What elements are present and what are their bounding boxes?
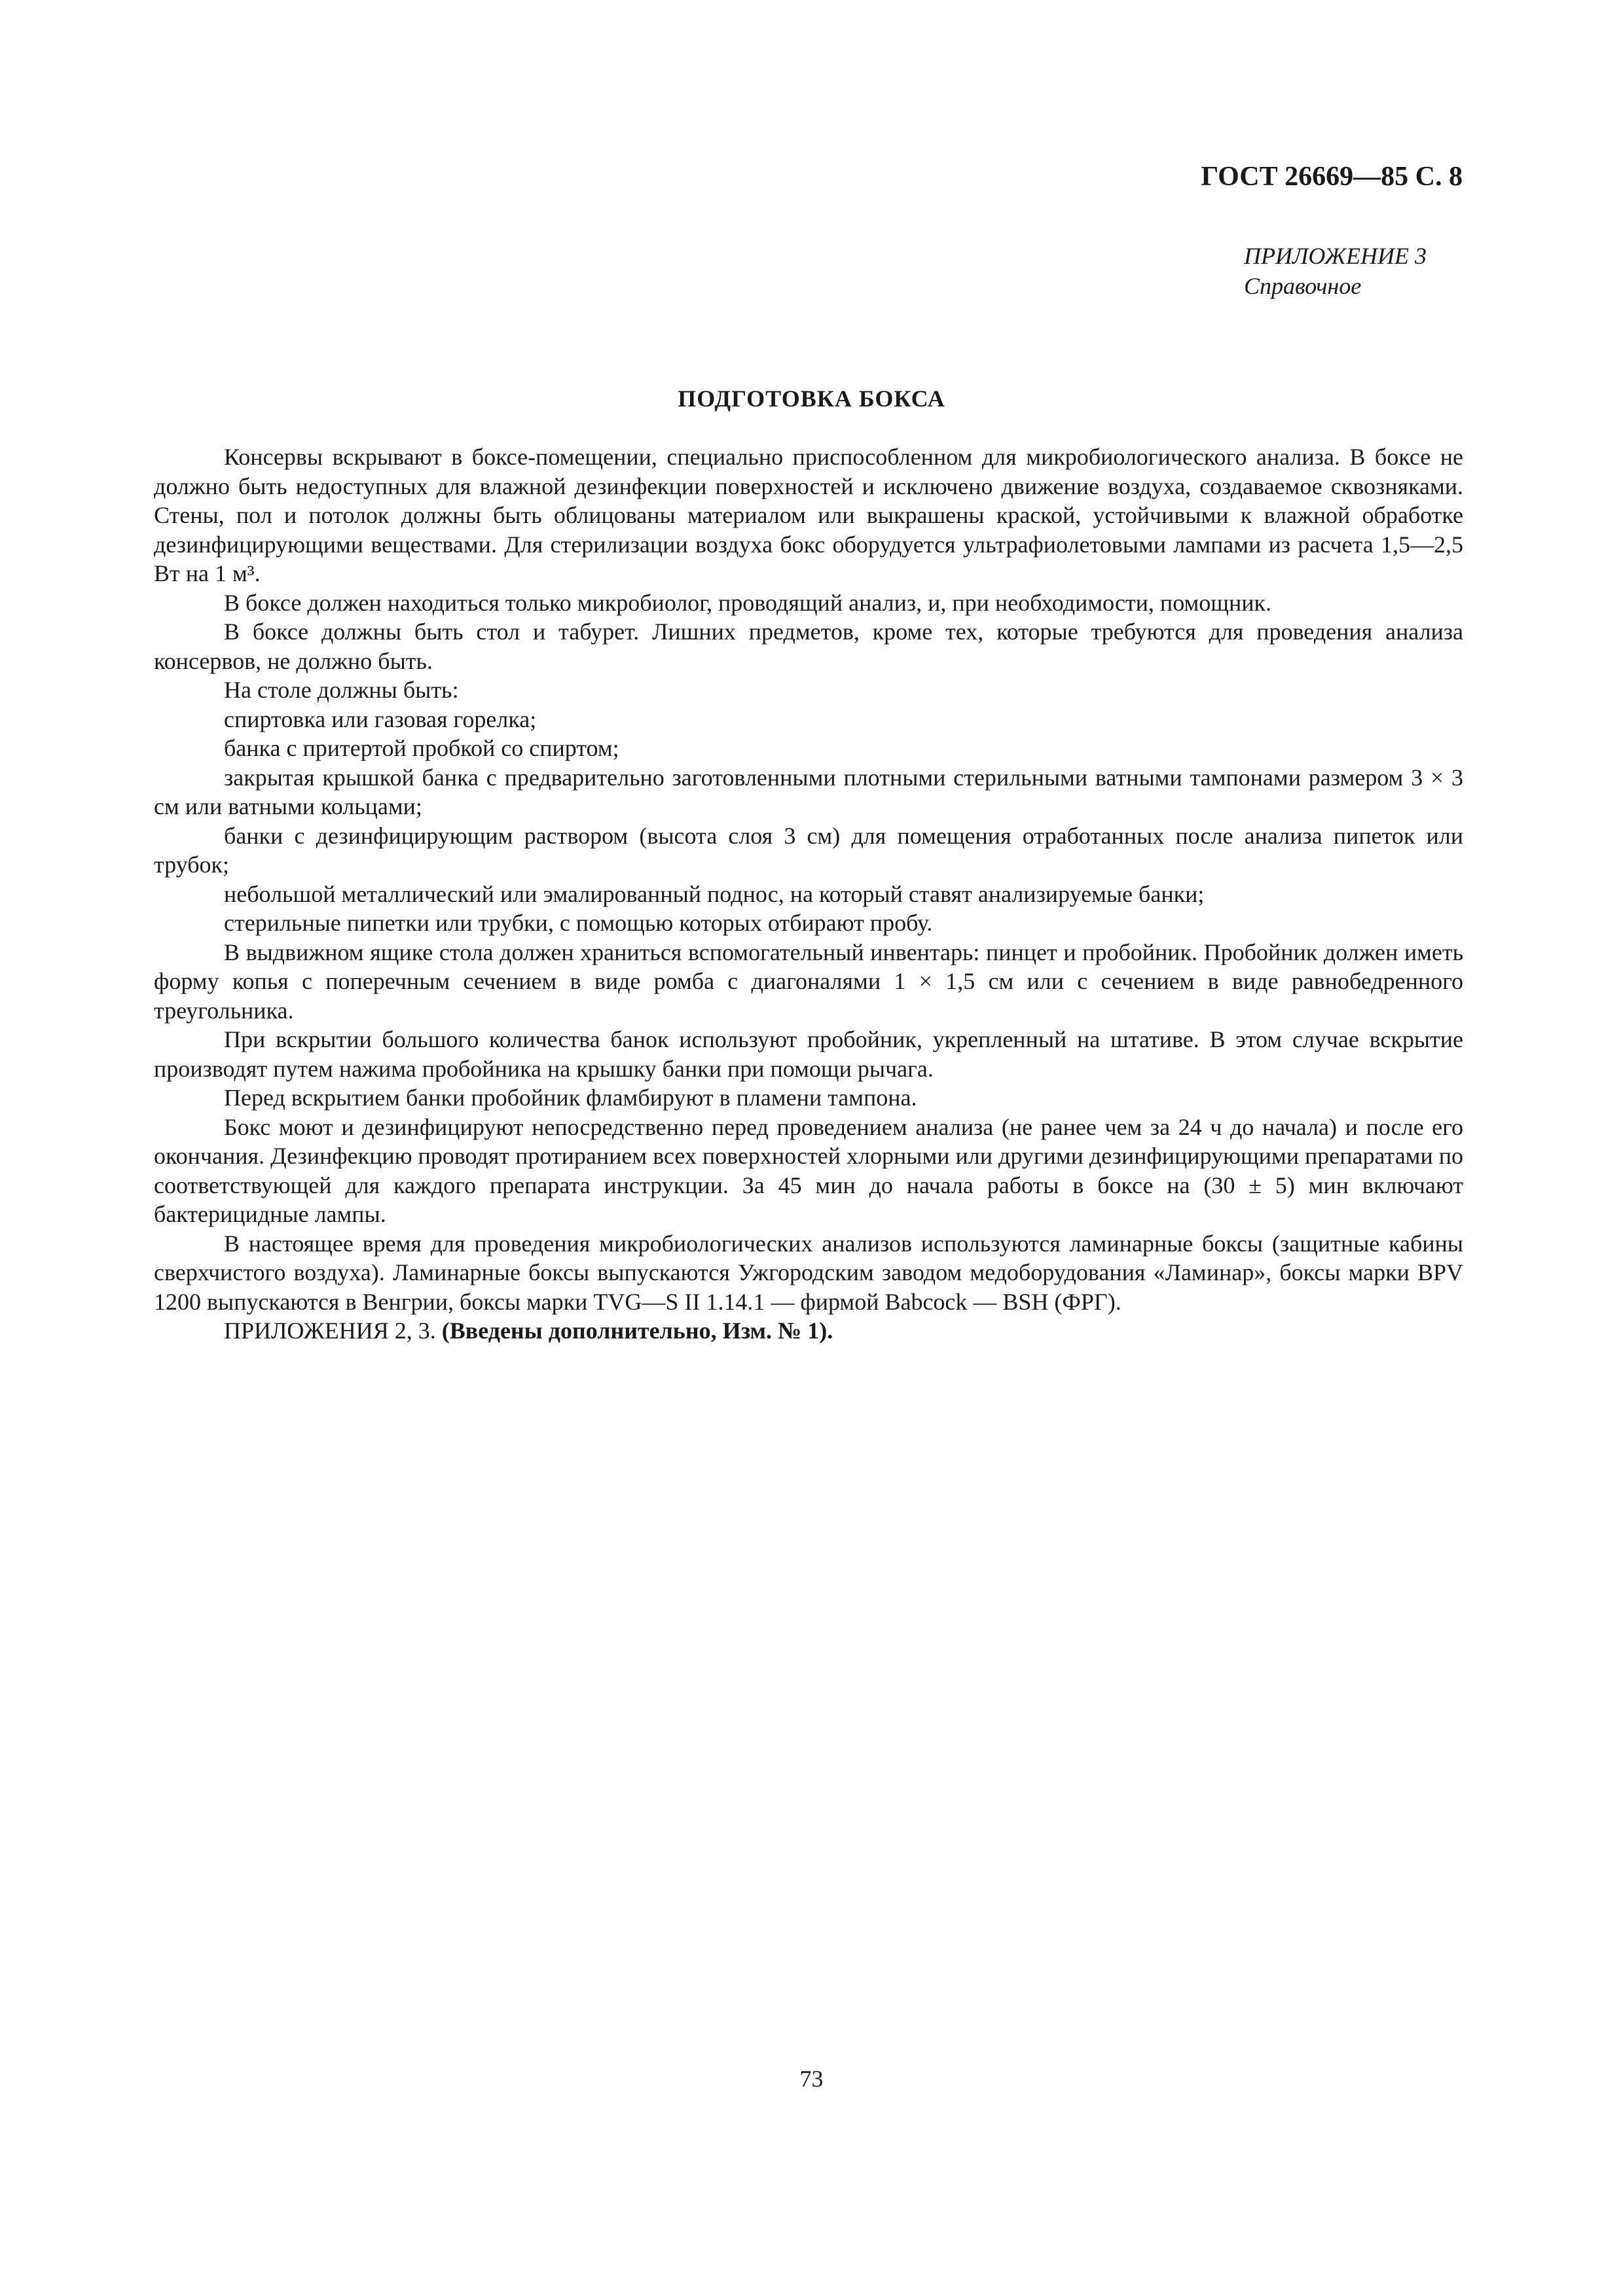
paragraph: В боксе должен находиться только микробиолог, проводящий анализ, и, при необходимости, помощник. [224, 589, 1272, 616]
closing-note-prefix: ПРИЛОЖЕНИЯ 2, 3. [224, 1318, 442, 1344]
section-title: ПОДГОТОВКА БОКСА [678, 386, 945, 412]
list-item: стерильные пипетки или трубки, с помощью которых отбирают пробу. [224, 910, 933, 936]
paragraph: В выдвижном ящике стола должен храниться вспомогательный инвентарь: пинцет и пробойник. Пробойник должен иметь форму копья с поперечным сечением в виде ромба с диагоналями 1 × 1,5 см или с сечением в виде равнобедренного треугольника. [154, 939, 1463, 1024]
paragraph: В боксе должны быть стол и табурет. Лишних предметов, кроме тех, которые требуются для проведения анализа консервов, не должно быть. [154, 619, 1463, 674]
paragraph: При вскрытии большого количества банок используют пробойник, укрепленный на штативе. В этом случае вскрытие производят путем нажима пробойника на крышку банки при помощи рычага. [154, 1026, 1463, 1082]
paragraph: Консервы вскрывают в боксе-помещении, специально приспособленном для микробиологического анализа. В боксе не должно быть недоступных для влажной дезинфекции поверхностей и исключено движение воздуха, создаваемое сквозняками. Стены, пол и потолок должны быть облицованы материалом или выкрашены краской, устойчивыми к влажной обработке дезинфицирующими веществами. Для стерилизации воздуха бокс оборудуется ультрафиолетовыми лампами из расчета 1,5—2,5 Вт на 1 м³. [154, 444, 1463, 586]
appendix-status: Справочное [1244, 273, 1362, 299]
list-item: закрытая крышкой банка с предварительно заготовленными плотными стерильными ватными тампонами размером 3 × 3 см или ватными кольцами; [154, 764, 1463, 819]
paragraph: В настоящее время для проведения микробиологических анализов используются ламинарные боксы (защитные кабины сверхчистого воздуха). Ламинарные боксы выпускаются Ужгородским заводом медоборудования «Ламинар», боксы марки BPV 1200 выпускаются в Венгрии, боксы марки TVG—S II 1.14.1 — фирмой Babcock — BSH (ФРГ). [154, 1230, 1463, 1315]
paragraph: Перед вскрытием банки пробойник фламбируют в пламени тампона. [224, 1085, 917, 1111]
appendix-label: ПРИЛОЖЕНИЕ 3 [1244, 243, 1427, 269]
list-item: банка с притертой пробкой со спиртом; [224, 735, 619, 761]
document-code-header: ГОСТ 26669—85 С. 8 [1201, 162, 1463, 192]
body-text [154, 442, 1463, 1346]
paragraph: На столе должны быть: [224, 677, 459, 703]
list-item: спиртовка или газовая горелка; [224, 706, 537, 732]
page-number: 73 [799, 2066, 824, 2092]
appendix-label-block [1244, 241, 1427, 301]
list-item: банки с дезинфицирующим раствором (высота слоя 3 см) для помещения отработанных после анализа пипеток или трубок; [154, 822, 1463, 878]
closing-note [154, 1316, 1463, 1346]
closing-note-amendment: (Введены дополнительно, Изм. № 1). [441, 1318, 833, 1344]
list-item: небольшой металлический или эмалированный поднос, на который ставят анализируемые банки; [224, 880, 1205, 907]
paragraph: Бокс моют и дезинфицируют непосредственно перед проведением анализа (не ранее чем за 24 ч до начала) и после его окончания. Дезинфекцию проводят протиранием всех поверхностей хлорными или другими дезинфицирующими препаратами по соответствующей для каждого препарата инструкции. За 45 мин до начала работы в боксе на (30 ± 5) мин включают бактерицидные лампы. [154, 1113, 1463, 1227]
